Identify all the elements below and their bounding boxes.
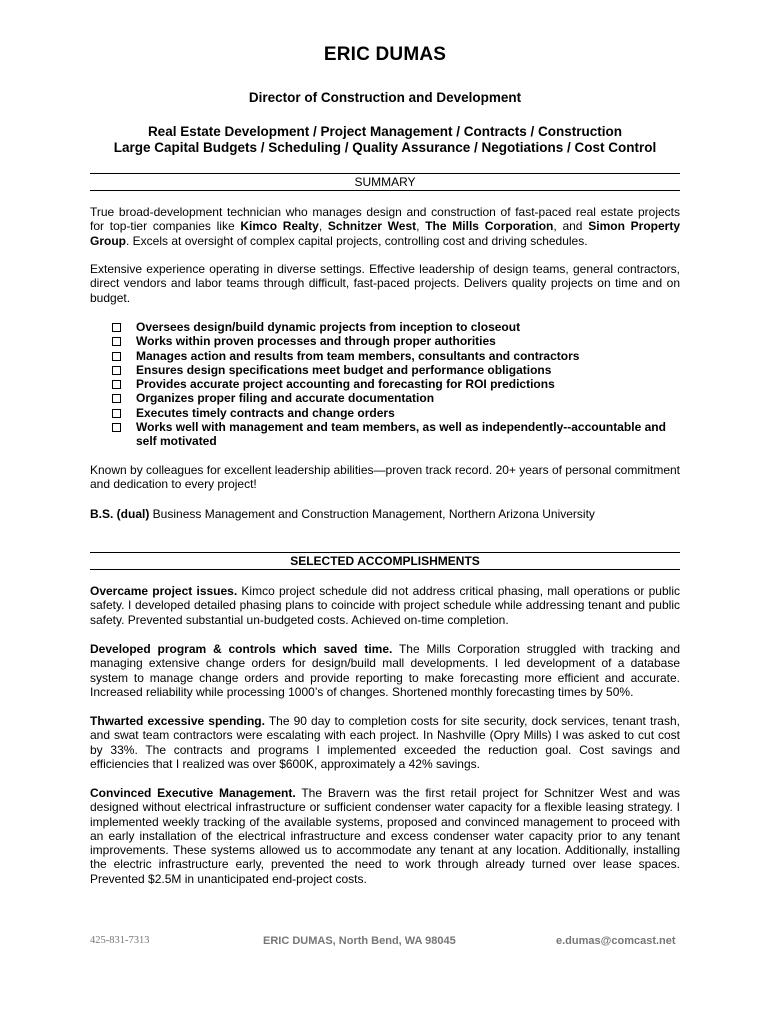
list-item — [112, 420, 682, 449]
accomplishments-heading: SELECTED ACCOMPLISHMENTS — [90, 552, 680, 570]
list-item-text: Works within proven processes and through proper authorities — [136, 334, 496, 349]
checkbox-square-icon — [112, 394, 121, 403]
accomplishment-text: The Bravern was the first retail project for Schnitzer West and was designed without electrical infrastructure or sufficient condenser water capacity for a flexible leasing strategy. I implemented weekly tracking of the available systems, proposed and convinced management to proceed with an early installation of the electrical infrastructure and excess condenser water capacity prior to any tenant improvements. These systems allowed us to accommodate any tenant at any location. Additionally, installing the electric infrastructure early, prevented the need to work through already turned over lease spaces. Prevented $2.5M in unanticipated end-project costs. — [90, 786, 680, 886]
strengths-list — [112, 320, 682, 449]
footer-address: ERIC DUMAS, North Bend, WA 98045 — [263, 935, 456, 947]
list-item-text: Ensures design specifications meet budget and performance obligations — [136, 362, 552, 377]
checkbox-square-icon — [112, 352, 121, 361]
accomplishment-item — [90, 714, 680, 771]
accomplishment-item — [90, 642, 680, 699]
separator: , — [416, 219, 426, 234]
accomplishment-lead: Thwarted excessive spending. — [90, 714, 265, 728]
degree-text: Business Management and Construction Management, Northern Arizona University — [149, 507, 595, 521]
list-item — [112, 377, 682, 391]
checkbox-square-icon — [112, 380, 121, 389]
list-item-text: Manages action and results from team members, consultants and contractors — [136, 348, 580, 363]
accomplishment-lead: Convinced Executive Management. — [90, 786, 296, 800]
list-item-text: Oversees design/build dynamic projects from inception to closeout — [136, 320, 521, 334]
company-simon: Simon Property Group — [90, 219, 680, 248]
separator: , and — [553, 219, 589, 234]
summary-heading: SUMMARY — [90, 173, 680, 191]
summary-paragraph-3: Known by colleagues for excellent leadership abilities—proven track record. 20+ years of personal commitment and dedication to every project! — [90, 463, 680, 492]
accomplishment-lead: Overcame project issues. — [90, 584, 238, 598]
summary-p1-text-b: . Excels at oversight of complex capital projects, controlling cost and driving schedules. — [126, 233, 588, 248]
list-item — [112, 334, 682, 348]
list-item — [112, 363, 682, 377]
footer-phone: 425-831-7313 — [90, 935, 150, 946]
candidate-title: Director of Construction and Development — [248, 90, 522, 105]
summary-paragraph-1 — [90, 205, 680, 248]
list-item-text: Works well with management and team members, as well as independently--accountable and self motivated — [136, 420, 666, 449]
list-item — [112, 349, 682, 363]
accomplishment-text: The Mills Corporation struggled with tracking and managing extensive change orders for design/build mall developments. I led development of a database system to manage change orders and provide reporting to make forecasting more efficient and accurate. Increased reliability while processing 1000’s of changes. Shortened monthly forecasting times by 50%. — [90, 642, 680, 699]
skills-line-1: Real Estate Development / Project Management / Contracts / Construction — [147, 124, 623, 139]
summary-paragraph-2: Extensive experience operating in diverse settings. Effective leadership of design teams, general contractors, direct vendors and labor teams through difficult, fast-paced projects. Delivers quality projects on time and on budget. — [90, 262, 680, 305]
list-item — [112, 406, 682, 420]
checkbox-square-icon — [112, 323, 121, 332]
skills-banner — [90, 124, 680, 156]
company-mills: The Mills Corporation — [425, 219, 554, 234]
list-item — [112, 320, 682, 334]
checkbox-square-icon — [112, 366, 121, 375]
list-item — [112, 391, 682, 405]
separator: , — [318, 219, 328, 234]
skills-line-2: Large Capital Budgets / Scheduling / Quality Assurance / Negotiations / Cost Control — [113, 140, 657, 155]
accomplishment-item — [90, 584, 680, 627]
checkbox-square-icon — [112, 409, 121, 418]
accomplishment-lead: Developed program & controls which saved time. — [90, 642, 393, 656]
accomplishment-text: The 90 day to completion costs for site security, dock services, tenant trash, and swat team contractors were escalating with each project. In Nashville (Opry Mills) I was asked to cut cost by 33%. The contracts and programs I implemented exceeded the reduction goal. Cost savings and efficiencies that I realized was over $600K, approximately a 42% savings. — [90, 714, 680, 771]
accomplishment-item — [90, 786, 680, 886]
footer-email: e.dumas@comcast.net — [556, 935, 676, 947]
education-line — [90, 507, 680, 521]
company-schnitzer: Schnitzer West — [327, 219, 417, 234]
checkbox-square-icon — [112, 423, 121, 432]
candidate-name: ERIC DUMAS — [323, 44, 447, 65]
list-item-text: Provides accurate project accounting and forecasting for ROI predictions — [136, 377, 555, 392]
degree-label: B.S. (dual) — [90, 507, 150, 521]
list-item-text: Executes timely contracts and change orders — [136, 405, 395, 420]
checkbox-square-icon — [112, 337, 121, 346]
company-kimco: Kimco Realty — [240, 219, 319, 234]
accomplishment-text: Kimco project schedule did not address critical phasing, mall operations or public safety. I developed detailed phasing plans to coincide with project schedule while addressing tenant and public safety. Prevented substantial un-budgeted costs. Achieved on-time completion. — [90, 584, 680, 627]
summary-p1-text-a: True broad-development technician who manages design and construction of fast-paced real estate projects for top-tier companies like — [90, 205, 680, 234]
list-item-text: Organizes proper filing and accurate documentation — [136, 391, 435, 406]
